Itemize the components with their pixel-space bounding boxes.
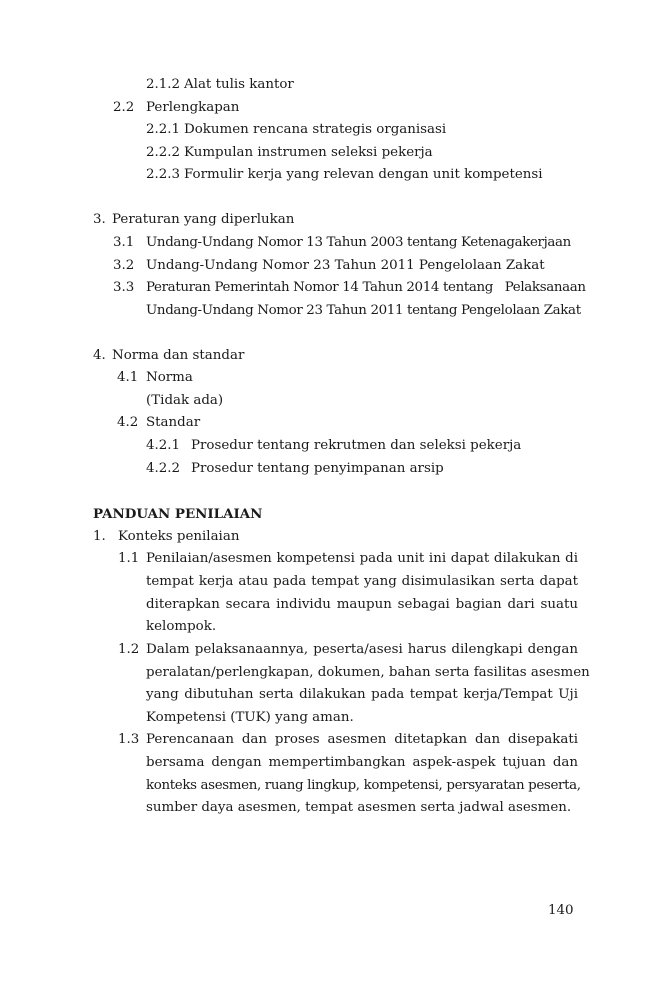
item-text: Alat tulis kantor	[184, 77, 294, 92]
item-text: Standar	[146, 415, 201, 430]
item-text-line-3: yang dibutuhan serta dilakukan pada tempat kerja/Tempat Uji	[146, 687, 578, 702]
item-text-line-1: Penilaian/asesmen kompetensi pada unit ini dapat dilakukan di	[146, 551, 578, 566]
item-text-line-2: Undang-Undang Nomor 23 Tahun 2011 tentang Pengelolaan Zakat	[146, 303, 581, 318]
item-number: 4.1	[117, 370, 139, 385]
item-text-line-2: peralatan/perlengkapan, dokumen, bahan serta fasilitas asesmen	[146, 665, 590, 680]
item-text: Formulir kerja yang relevan dengan unit kompetensi	[184, 167, 543, 182]
section-title: Norma dan standar	[112, 348, 245, 363]
item-number: 4.2.1	[146, 438, 181, 453]
section-number: 4.	[93, 348, 106, 363]
item-number: 3.2	[113, 258, 135, 273]
item-text-line-4: sumber daya asesmen, tempat asesmen serta jadwal asesmen.	[146, 800, 572, 815]
item-number: 4.2.2	[146, 461, 181, 476]
item-number: 4.2	[117, 415, 139, 430]
item-number: 3.1	[113, 235, 135, 250]
item-number: 2.2	[113, 100, 135, 115]
item-text: Undang-Undang Nomor 13 Tahun 2003 tentang Ketenagakerjaan	[146, 235, 571, 250]
item-text: Dokumen rencana strategis organisasi	[184, 122, 447, 137]
item-number: 2.2.2	[146, 145, 181, 160]
page-number: 140	[548, 903, 574, 918]
item-number: 1.2	[118, 642, 140, 657]
item-text-line-4: kelompok.	[146, 619, 217, 634]
item-text: Perlengkapan	[146, 100, 240, 115]
section-title: Peraturan yang diperlukan	[112, 212, 295, 227]
item-text: Prosedur tentang penyimpanan arsip	[191, 461, 444, 476]
item-text: Norma	[146, 370, 193, 385]
section-title: Konteks penilaian	[118, 529, 240, 544]
item-text-line-3: diterapkan secara individu maupun sebagai bagian dari suatu	[146, 597, 578, 612]
item-text-line-1: Perencanaan dan proses asesmen ditetapkan dan disepakati	[146, 732, 578, 747]
section-number: 1.	[93, 529, 106, 544]
item-text-line-4: Kompetensi (TUK) yang aman.	[146, 710, 354, 725]
item-text-line-1: Peraturan Pemerintah Nomor 14 Tahun 2014 tentang Pelaksanaan	[146, 280, 586, 295]
item-note: (Tidak ada)	[146, 393, 224, 408]
item-number: 2.1.2	[146, 77, 181, 92]
item-number: 2.2.3	[146, 167, 181, 182]
item-number: 1.3	[118, 732, 140, 747]
section-number: 3.	[93, 212, 106, 227]
panduan-heading: PANDUAN PENILAIAN	[93, 506, 263, 522]
item-number: 3.3	[113, 280, 135, 295]
item-text-line-1: Dalam pelaksanaannya, peserta/asesi harus dilengkapi dengan	[146, 642, 578, 657]
item-text-line-2: tempat kerja atau pada tempat yang disimulasikan serta dapat	[146, 574, 578, 589]
item-text: Kumpulan instrumen seleksi pekerja	[184, 145, 433, 160]
item-number: 2.2.1	[146, 122, 181, 137]
item-text-line-3: konteks asesmen, ruang lingkup, kompetensi, persyaratan peserta,	[146, 778, 581, 793]
item-number: 1.1	[118, 551, 140, 566]
item-text: Prosedur tentang rekrutmen dan seleksi pekerja	[191, 438, 522, 453]
item-text-line-2: bersama dengan mempertimbangkan aspek-aspek tujuan dan	[146, 755, 578, 770]
item-text: Undang-Undang Nomor 23 Tahun 2011 Pengelolaan Zakat	[146, 258, 545, 273]
